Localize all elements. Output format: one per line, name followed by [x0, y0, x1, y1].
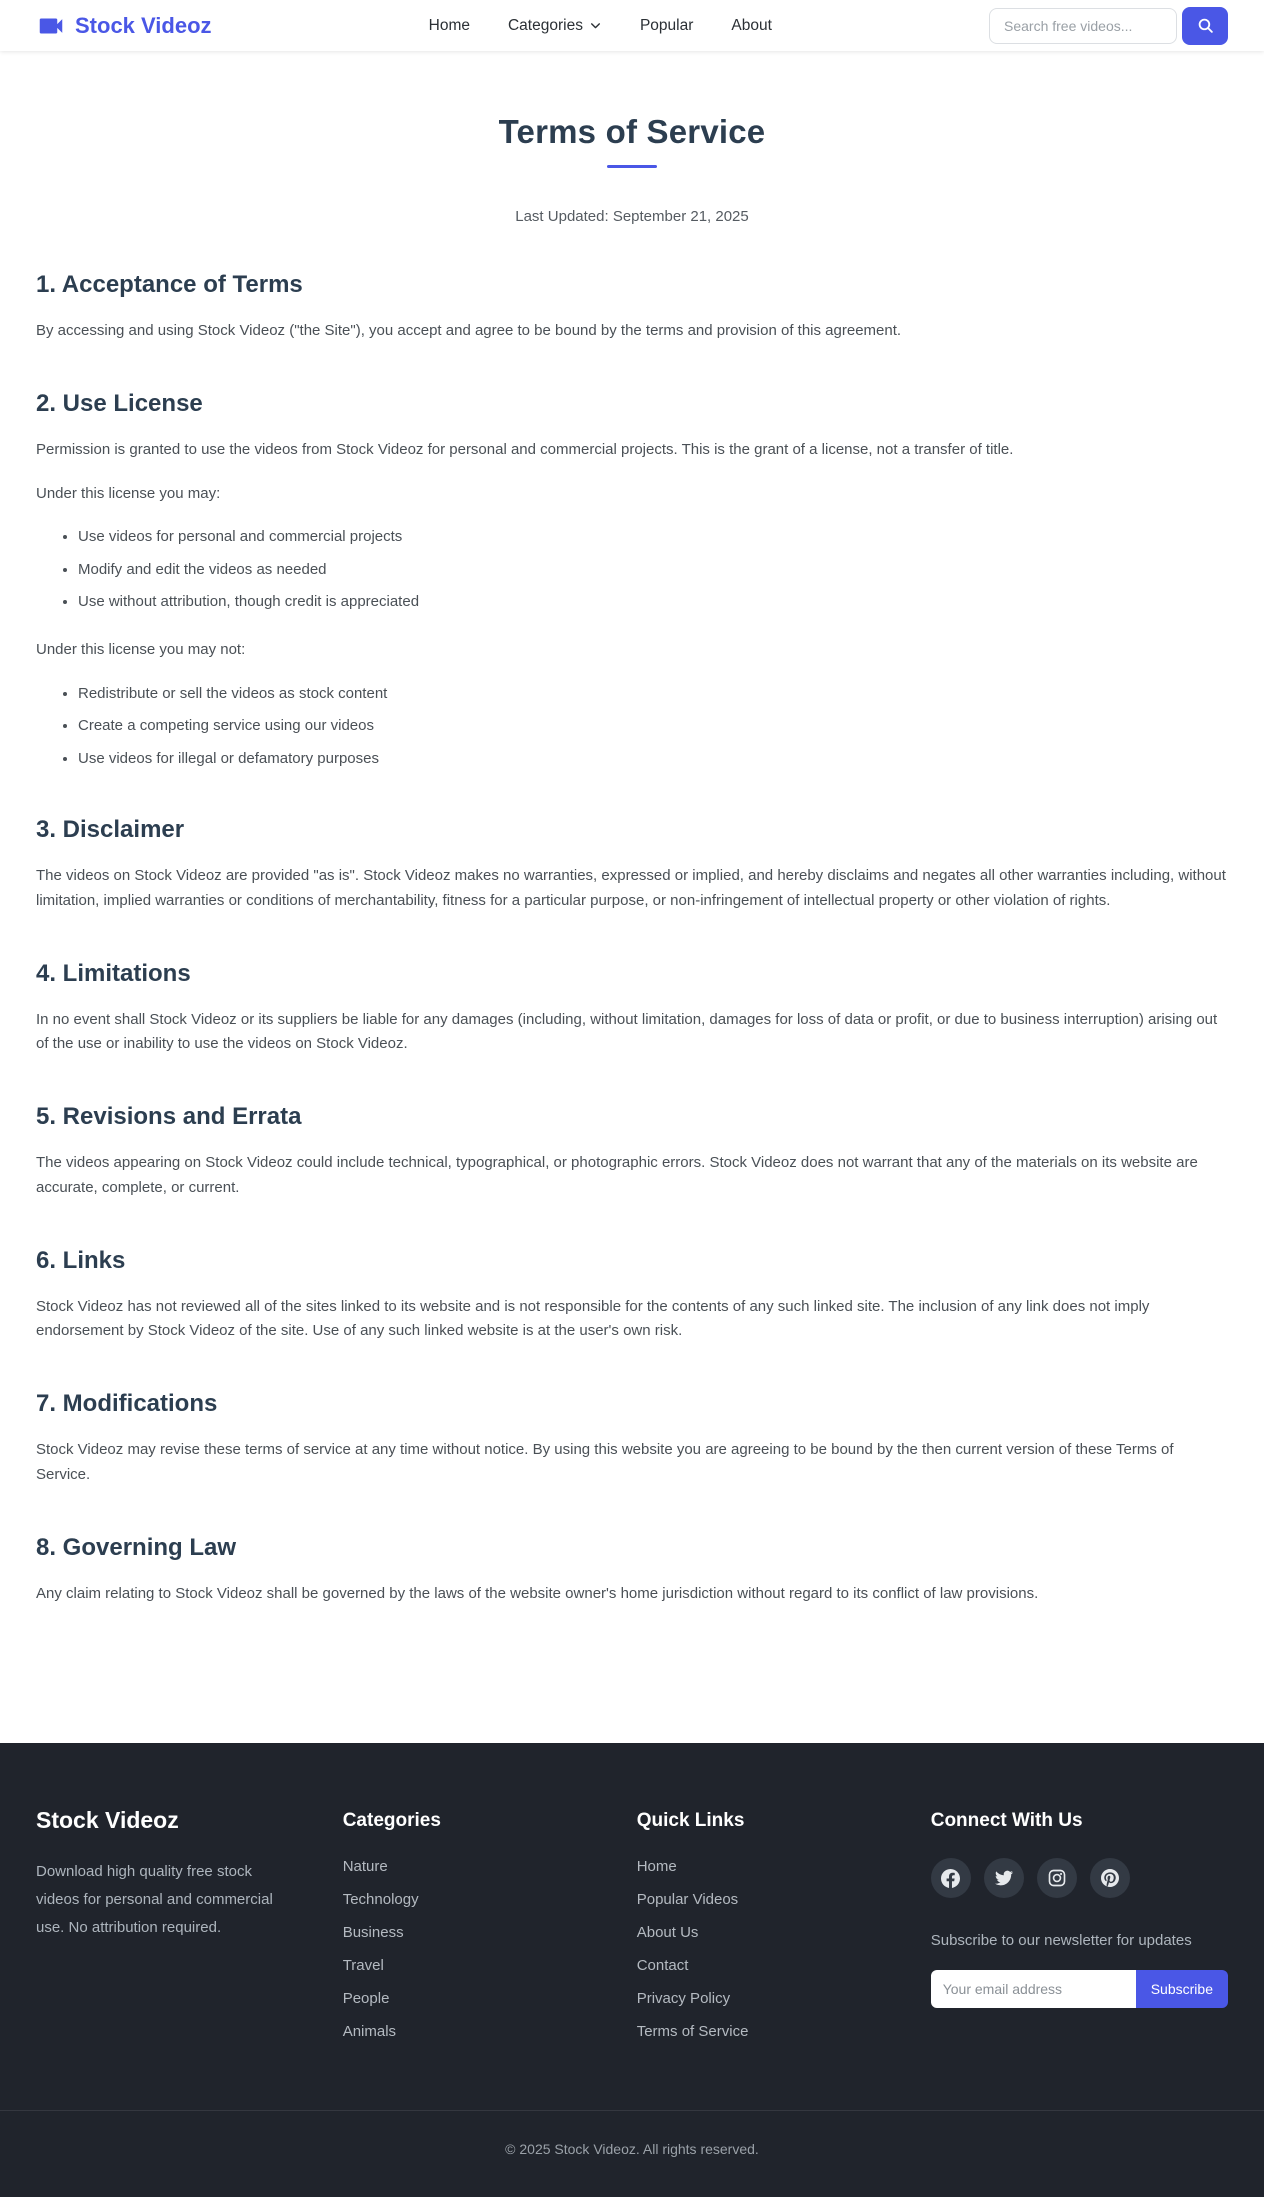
footer-quick-link-privacy-policy[interactable]: Privacy Policy — [636, 1990, 731, 2008]
footer-brand-heading: Stock Videoz — [36, 1807, 179, 1834]
footer-list-item — [343, 1957, 597, 1975]
section-heading: 5. Revisions and Errata — [36, 1103, 302, 1130]
section-paragraph: Permission is granted to use the videos from Stock Videoz for personal and commercial projects. This is the grant of a license, not a transfer of title. — [36, 440, 1014, 458]
social-link-pinterest[interactable] — [1090, 1858, 1130, 1898]
facebook-icon — [941, 1869, 960, 1888]
footer-list-item — [343, 1924, 597, 1942]
section-paragraph: Stock Videoz has not reviewed all of the sites linked to its website and is not responsible for the contents of any such linked site. The inclusion of any link does not imply endorsement by Stock Videoz of the site. Use of any such linked website is at the user's own risk. — [36, 1297, 1150, 1340]
tos-section-2-use-license — [36, 390, 1228, 770]
section-paragraph: Under this license you may: — [36, 484, 221, 502]
twitter-icon — [995, 1869, 1013, 1887]
footer-quicklinks-column — [637, 1807, 891, 2056]
last-updated: Last Updated: September 21, 2025 — [515, 208, 749, 225]
footer-quicklinks-list — [637, 1858, 891, 2041]
section-heading: 7. Modifications — [36, 1390, 218, 1417]
title-underline — [607, 165, 657, 168]
section-paragraph: By accessing and using Stock Videoz ("the Site"), you accept and agree to be bound by the terms and provision of this agreement. — [36, 322, 902, 339]
footer-category-link-technology[interactable]: Technology — [342, 1891, 419, 1909]
footer-list-item — [343, 1858, 597, 1876]
footer-list-item — [637, 1957, 891, 1975]
tos-section-5-revisions-and-errata — [36, 1103, 1228, 1201]
main-content — [0, 51, 1264, 1743]
footer-quick-link-popular-videos[interactable]: Popular Videos — [636, 1891, 739, 1909]
section-heading: 2. Use License — [36, 389, 203, 417]
footer-quick-link-terms-of-service[interactable]: Terms of Service — [636, 2023, 749, 2041]
video-camera-icon — [36, 11, 66, 41]
footer-bottom — [0, 2110, 1264, 2197]
pinterest-icon — [1101, 1869, 1119, 1887]
footer-categories-column — [343, 1807, 597, 2056]
subscribe-button[interactable]: Subscribe — [1136, 1970, 1228, 2008]
section-paragraph: The videos appearing on Stock Videoz could include technical, typographical, or photographic errors. Stock Videoz does not warrant that any of the materials on its website are accurate, complete, or current. — [36, 1154, 1198, 1196]
brand-name: Stock Videoz — [75, 12, 212, 38]
footer-quick-link-about-us[interactable]: About Us — [636, 1924, 699, 1942]
tos-section-1-acceptance-of-terms — [36, 271, 1228, 344]
section-paragraph: In no event shall Stock Videoz or its suppliers be liable for any damages (including, without limitation, damages for loss of data or profit, or due to business interruption) arising out of the use or inability to use the videos on Stock Videoz. — [36, 1010, 1218, 1053]
footer-list-item — [343, 1891, 597, 1909]
footer-quick-link-contact[interactable]: Contact — [636, 1957, 689, 1975]
footer-category-link-animals[interactable]: Animals — [342, 2023, 397, 2041]
footer-about-column — [36, 1807, 303, 2056]
footer-category-link-people[interactable]: People — [342, 1990, 390, 2008]
tos-section-3-disclaimer — [36, 816, 1228, 914]
section-list-item: • Create a competing service using our videos — [78, 715, 1228, 738]
section-list-item: • Redistribute or sell the videos as stock content — [78, 683, 1228, 706]
section-paragraph: Under this license you may not: — [36, 640, 246, 658]
copyright-text: © 2025 Stock Videoz. All rights reserved. — [505, 2141, 759, 2158]
section-heading: 4. Limitations — [36, 959, 191, 987]
footer-category-link-travel[interactable]: Travel — [342, 1957, 384, 1975]
social-link-facebook[interactable] — [931, 1858, 971, 1898]
section-list-item: • Use without attribution, though credit is appreciated — [78, 591, 1228, 614]
tos-section-8-governing-law — [36, 1534, 1228, 1607]
footer-list-item — [637, 1858, 891, 1876]
search-input[interactable] — [989, 8, 1177, 44]
section-heading: 6. Links — [36, 1246, 126, 1274]
search-form — [989, 7, 1228, 45]
tos-section-4-limitations — [36, 960, 1228, 1058]
footer-category-link-nature[interactable]: Nature — [342, 1858, 388, 1876]
newsletter-email-input[interactable] — [931, 1970, 1136, 2008]
site-header — [0, 0, 1264, 51]
section-list-item: • Modify and edit the videos as needed — [78, 559, 1228, 582]
section-paragraph: The videos on Stock Videoz are provided "as is". Stock Videoz makes no warranties, expressed or implied, and hereby disclaims and negates all other warranties including, without limitation, implied warranties or conditions of merchantability, fitness for a particular purpose, or non-infringement of intellectual property or other violation of rights. — [36, 867, 1226, 909]
main-nav — [429, 17, 772, 35]
section-list — [36, 683, 1228, 771]
site-footer — [0, 1743, 1264, 2197]
footer-description: Download high quality free stock videos for personal and commercial use. No attribution required. — [36, 1863, 273, 1936]
footer-categories-list — [343, 1858, 597, 2041]
footer-list-item — [343, 1990, 597, 2008]
footer-list-item — [637, 1990, 891, 2008]
section-heading: 8. Governing Law — [36, 1533, 237, 1561]
tos-sections — [36, 271, 1228, 1606]
chevron-down-icon — [589, 19, 602, 32]
footer-quicklinks-heading: Quick Links — [636, 1810, 745, 1832]
nav-item-label: Categories — [507, 16, 583, 34]
section-heading: 1. Acceptance of Terms — [36, 271, 303, 298]
social-link-instagram[interactable] — [1037, 1858, 1077, 1898]
section-heading: 3. Disclaimer — [36, 816, 185, 843]
section-paragraph: Stock Videoz may revise these terms of service at any time without notice. By using this website you are agreeing to be bound by the then current version of these Terms of Service. — [36, 1441, 1174, 1483]
footer-connect-heading: Connect With Us — [930, 1810, 1083, 1832]
brand-logo[interactable] — [36, 11, 212, 41]
page-title: Terms of Service — [498, 113, 766, 150]
section-list — [36, 526, 1228, 614]
search-icon — [1197, 17, 1214, 34]
newsletter-text: Subscribe to our newsletter for updates — [930, 1932, 1192, 1950]
footer-list-item — [637, 2023, 891, 2041]
section-list-item: • Use videos for personal and commercial projects — [78, 526, 1228, 549]
nav-item-about[interactable] — [731, 17, 772, 35]
nav-item-label: Popular — [639, 16, 694, 34]
newsletter-form — [931, 1970, 1228, 2008]
nav-item-label: Home — [428, 16, 470, 34]
footer-list-item — [637, 1924, 891, 1942]
search-button[interactable] — [1182, 7, 1228, 45]
instagram-icon — [1048, 1869, 1066, 1887]
nav-item-categories[interactable] — [508, 17, 602, 35]
footer-connect-column — [931, 1807, 1228, 2056]
section-paragraph: Any claim relating to Stock Videoz shall be governed by the laws of the website owner's home jurisdiction without regard to its conflict of law provisions. — [36, 1584, 1039, 1602]
nav-item-label: About — [731, 16, 772, 34]
social-links — [931, 1858, 1228, 1898]
nav-item-home[interactable] — [429, 17, 470, 35]
section-list-item: • Use videos for illegal or defamatory purposes — [78, 748, 1228, 771]
tos-section-7-modifications — [36, 1390, 1228, 1488]
footer-category-link-business[interactable]: Business — [342, 1924, 404, 1942]
social-link-twitter[interactable] — [984, 1858, 1024, 1898]
nav-item-popular[interactable] — [640, 17, 693, 35]
footer-list-item — [343, 2023, 597, 2041]
footer-quick-link-home[interactable]: Home — [636, 1858, 677, 1876]
footer-categories-heading: Categories — [342, 1810, 441, 1832]
footer-list-item — [637, 1891, 891, 1909]
tos-section-6-links — [36, 1247, 1228, 1345]
